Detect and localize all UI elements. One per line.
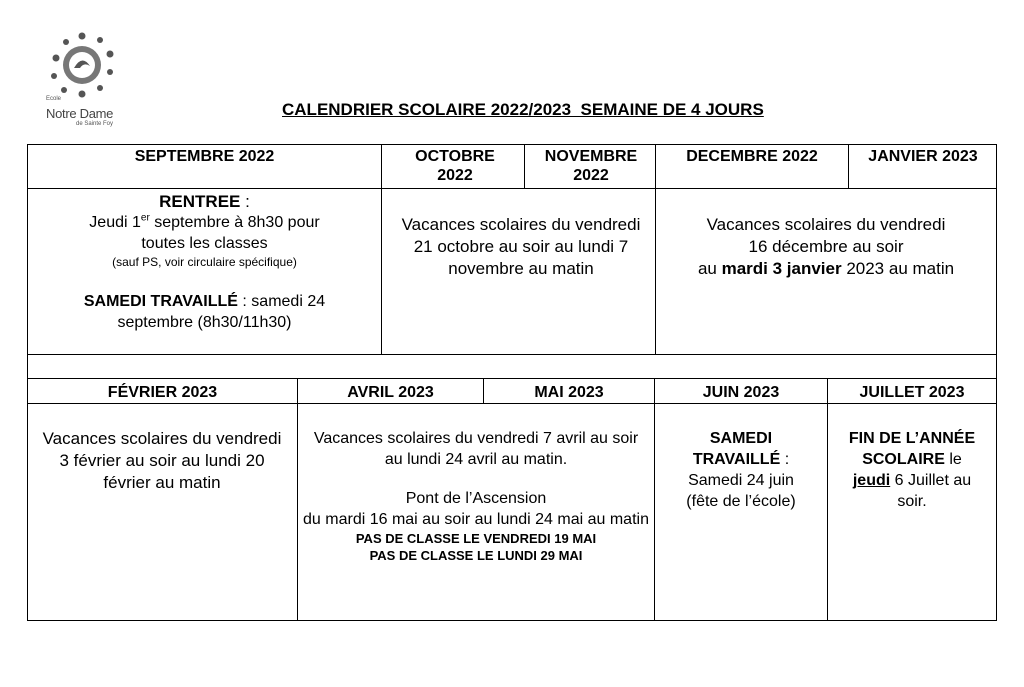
header-novembre-label: NOVEMBRE 2022 [544,148,638,184]
table1-divider-nov-dec [655,144,656,354]
header-janvier-label: JANVIER 2023 [868,148,978,165]
table1-spacer-bottom [27,378,997,379]
cell-octobre-novembre [390,214,652,280]
header-juin-label: JUIN 2023 [702,384,780,401]
vacances-noel-line3-bold: mardi 3 janvier [721,259,842,278]
header-juillet-label: JUILLET 2023 [859,384,965,401]
fin-annee-jeudi: jeudi [852,472,891,489]
vacances-noel-line2: 16 décembre au soir [748,237,904,256]
samedi-juin-event: (fête de l’école) [686,493,796,510]
fin-annee-scolaire: SCOLAIRE [862,451,945,468]
no-class-19-mai: PAS DE CLASSE LE VENDREDI 19 MAI [355,531,597,546]
header-septembre-label: SEPTEMBRE 2022 [134,148,275,165]
header-decembre-label: DECEMBRE 2022 [686,148,818,165]
header-mai [484,383,654,402]
header-octobre-label: OCTOBRE 2022 [415,148,495,184]
table1-body-bottom [27,354,997,355]
vacances-printemps: Vacances scolaires du vendredi 7 avril au soir au lundi 24 avril au matin. [313,430,639,468]
header-septembre [28,147,381,166]
cell-decembre-janvier [658,214,994,280]
rentree-date-sup: er [140,212,150,224]
cell-fevrier [36,428,288,494]
rentree-colon: : [240,192,250,211]
table1-border-top [27,144,997,145]
fin-annee-soir: soir. [897,493,927,510]
cell-septembre [28,191,381,333]
header-avril-label: AVRIL 2023 [347,384,434,401]
table1-border-right [996,144,997,378]
samedi-juin-colon: : [780,451,790,468]
table2-divider-feb-apr [297,378,298,621]
vacances-noel-line1: Vacances scolaires du vendredi [706,215,946,234]
cell-juin [655,428,827,512]
table1-divider-oct-nov [524,144,525,188]
logo-text-notre-dame: Notre Dame [46,106,114,121]
vacances-noel-line3-b: 2023 au matin [841,259,955,278]
rentree-note: (sauf PS, voir circulaire spécifique) [112,255,297,269]
samedi-sept-rest: : samedi 24 [237,293,326,310]
header-fevrier [28,383,297,402]
fin-annee-date: 6 Juillet au [890,472,972,489]
header-mai-label: MAI 2023 [534,384,604,401]
header-avril [298,383,483,402]
header-novembre [530,147,652,185]
header-octobre [400,147,510,185]
header-decembre [656,147,848,166]
table2-border-bottom [27,620,997,621]
rentree-date-a: Jeudi 1 [89,214,141,231]
table2-header-bottom [27,403,997,404]
header-juillet [828,383,996,402]
table1-header-bottom [27,188,997,189]
samedi-sept-line2: septembre (8h30/11h30) [117,314,292,331]
samedi-juin-label2: TRAVAILLÉ [692,451,781,468]
table2-divider-jun-jul [827,378,828,621]
rentree-line2: toutes les classes [141,235,268,252]
page-title: CALENDRIER SCOLAIRE 2022/2023 SEMAINE DE 4 JOURS [282,100,764,119]
header-fevrier-label: FÉVRIER 2023 [107,384,218,401]
rentree-date-b: septembre à 8h30 pour [149,214,320,231]
table1-divider-dec-jan [848,144,849,188]
table2-border-right [996,378,997,621]
fin-annee-line1: FIN DE L’ANNÉE [848,430,976,447]
vacances-noel-line3-a: au [697,259,722,278]
vacances-hiver: Vacances scolaires du vendredi 3 février au soir au lundi 20 février au matin [42,429,282,492]
header-juin [655,383,827,402]
header-janvier [868,147,978,166]
vacances-toussaint: Vacances scolaires du vendredi 21 octobre au soir au lundi 7 novembre au matin [401,215,641,278]
logo-text-ecole: Ecole [46,96,62,102]
samedi-juin-label1: SAMEDI [709,430,773,447]
samedi-juin-date: Samedi 24 juin [688,472,794,489]
logo-text-sainte-foy: de Sainte Foy [76,121,114,127]
table1-divider-sep-oct [381,144,382,354]
fin-annee-le: le [944,451,962,468]
no-class-29-mai: PAS DE CLASSE LE LUNDI 29 MAI [369,548,583,563]
table2-border-left [27,378,28,621]
rentree-label: RENTREE [159,192,241,211]
samedi-sept-label: SAMEDI TRAVAILLÉ [83,293,238,310]
cell-juillet [830,428,994,512]
cell-avril-mai [302,428,650,564]
pont-ascension-title: Pont de l’Ascension [405,490,547,507]
pont-ascension-text: du mardi 16 mai au soir au lundi 24 mai au matin [303,511,649,528]
